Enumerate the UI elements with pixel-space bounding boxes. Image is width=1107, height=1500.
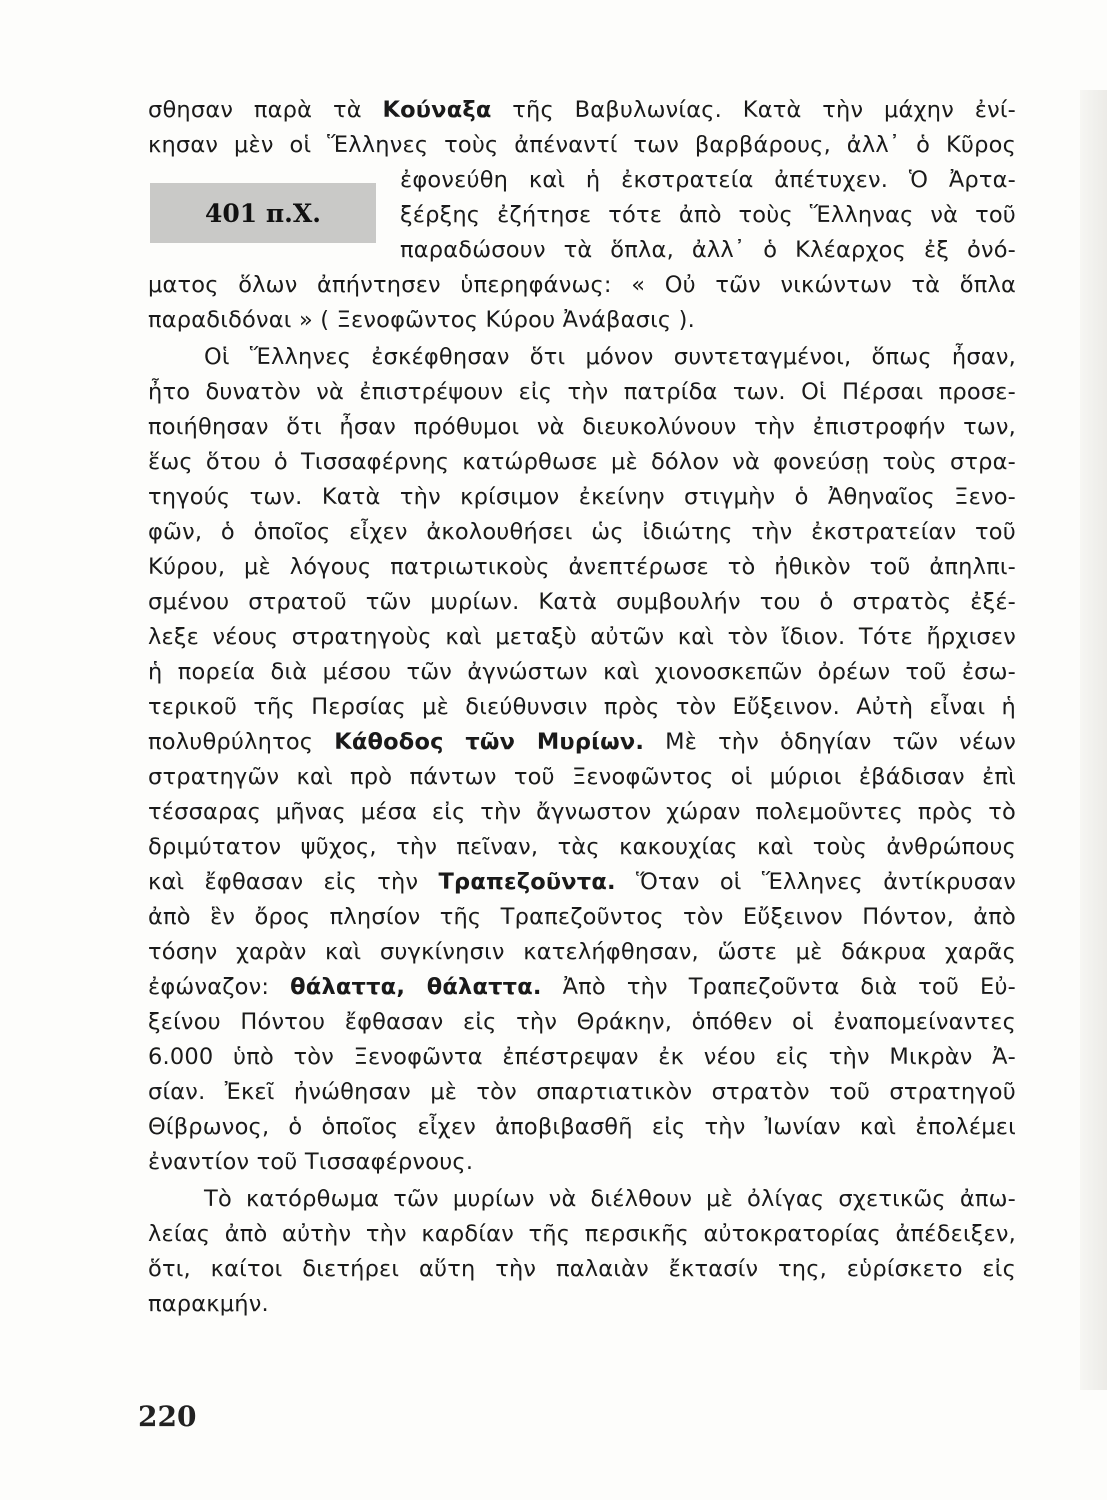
- text-segment: Ἀπὸ τὴν Τραπεζοῦντα διὰ τοῦ Εὐ-: [541, 974, 1016, 1000]
- text-segment: τόσην χαρὰν καὶ συγκίνησιν κατελήφθησαν, ὥστε μὲ δάκρυα χαρᾶς: [148, 939, 1016, 965]
- next-page-bleed: [1080, 90, 1107, 1390]
- text-line: [148, 1182, 1016, 1216]
- text-segment: παραδιδόναι » ( Ξενοφῶντος Κύρου Ἀνάβασις ).: [148, 307, 695, 333]
- text-line: [148, 725, 1016, 759]
- text-line: [148, 585, 1016, 619]
- text-segment: Τὸ κατόρθωμα τῶν μυρίων νὰ διέλθουν μὲ ὀλίγας σχετικῶς ἀπω-: [204, 1186, 1016, 1212]
- text-segment: ἀπὸ ἓν ὄρος πλησίον τῆς Τραπεζοῦντος τὸν Εὔξεινον Πόντον, ἀπὸ: [148, 904, 1016, 930]
- text-segment: τῆς Βαβυλωνίας. Κατὰ τὴν μάχην ἐνί-: [491, 97, 1016, 123]
- text-segment: φῶν, ὁ ὁποῖος εἶχεν ἀκολουθήσει ὡς ἰδιώτης τὴν ἐκστρατείαν τοῦ: [148, 519, 1016, 545]
- text-line: [148, 303, 1016, 337]
- text-line: [148, 93, 1016, 127]
- text-segment: στρατηγῶν καὶ πρὸ πάντων τοῦ Ξενοφῶντος οἱ μύριοι ἐβάδισαν ἐπὶ: [148, 764, 1016, 790]
- text-segment: τερικοῦ τῆς Περσίας μὲ διεύθυνσιν πρὸς τὸν Εὔξεινον. Αὐτὴ εἶναι ἡ: [148, 694, 1016, 720]
- text-line: [148, 1075, 1016, 1109]
- date-label: 401 π.Χ.: [205, 198, 321, 228]
- text-line: [148, 655, 1016, 689]
- text-segment: Θίβρωνος, ὁ ὁποῖος εἶχεν ἀποβιβασθῆ εἰς τὴν Ἰωνίαν καὶ ἐπολέμει: [148, 1114, 1016, 1140]
- text-segment: Μὲ τὴν ὁδηγίαν τῶν νέων: [644, 729, 1017, 755]
- text-line: [148, 690, 1016, 724]
- text-segment: λείας ἀπὸ αὐτὴν τὴν καρδίαν τῆς περσικῆς αὐτοκρατορίας ἀπέδειξεν,: [148, 1221, 1016, 1247]
- bold-term: θάλαττα, θάλαττα.: [290, 974, 542, 1000]
- text-segment: ἦτο δυνατὸν νὰ ἐπιστρέψουν εἰς τὴν πατρίδα των. Οἱ Πέρσαι προσε-: [148, 379, 1016, 405]
- text-line: [148, 1217, 1016, 1251]
- text-segment: παρακμήν.: [148, 1291, 269, 1317]
- text-segment: Ὅταν οἱ Ἕλληνες ἀντίκρυσαν: [615, 869, 1016, 895]
- text-line: [148, 620, 1016, 654]
- text-segment: πολυθρύλητος: [148, 729, 335, 755]
- text-segment: τηγούς των. Κατὰ τὴν κρίσιμον ἐκείνην στιγμὴν ὁ Ἀθηναῖος Ξενο-: [148, 484, 1016, 510]
- text-segment: ἡ πορεία διὰ μέσου τῶν ἀγνώστων καὶ χιονοσκεπῶν ὀρέων τοῦ ἐσω-: [148, 659, 1016, 685]
- text-line: [148, 760, 1016, 794]
- text-line: [148, 515, 1016, 549]
- text-segment: σίαν. Ἐκεῖ ἠνώθησαν μὲ τὸν σπαρτιατικὸν στρατὸν τοῦ στρατηγοῦ: [148, 1079, 1016, 1105]
- text-segment: τέσσαρας μῆνας μέσα εἰς τὴν ἄγνωστον χώραν πολεμοῦντες πρὸς τὸ: [148, 799, 1016, 825]
- text-line: [148, 550, 1016, 584]
- text-line: [148, 865, 1016, 899]
- text-segment: Οἱ Ἕλληνες ἐσκέφθησαν ὅτι μόνον συντεταγμένοι, ὅπως ἦσαν,: [204, 344, 1016, 370]
- text-line: [148, 1145, 1016, 1179]
- text-segment: Κύρου, μὲ λόγους πατριωτικοὺς ἀνεπτέρωσε τὸ ἠθικὸν τοῦ ἀπηλπι-: [148, 554, 1016, 580]
- text-line: [148, 1110, 1016, 1144]
- text-line: [400, 233, 1016, 267]
- text-segment: δριμύτατον ψῦχος, τὴν πεῖναν, τὰς κακουχίας καὶ τοὺς ἀνθρώπους: [148, 834, 1016, 860]
- text-segment: σθησαν παρὰ τὰ: [148, 97, 383, 123]
- text-segment: ἕως ὅτου ὁ Τισσαφέρνης κατώρθωσε μὲ δόλον νὰ φονεύσῃ τοὺς στρα-: [148, 449, 1016, 475]
- text-line: [400, 163, 1016, 197]
- text-segment: παραδώσουν τὰ ὅπλα, ἀλλ᾽ ὁ Κλέαρχος ἐξ ὀνό-: [400, 237, 1016, 263]
- text-segment: ξέρξης ἐζήτησε τότε ἀπὸ τοὺς Ἕλληνας νὰ τοῦ: [400, 202, 1016, 228]
- text-line: [148, 340, 1016, 374]
- text-line: [148, 1040, 1016, 1074]
- text-line: [148, 480, 1016, 514]
- text-segment: 6.000 ὑπὸ τὸν Ξενοφῶντα ἐπέστρεψαν ἐκ νέου εἰς τὴν Μικρὰν Ἀ-: [148, 1044, 1016, 1070]
- text-line: [148, 1287, 1016, 1321]
- text-line: [148, 1252, 1016, 1286]
- text-segment: ματος ὅλων ἀπήντησεν ὑπερηφάνως: « Οὐ τῶν νικώντων τὰ ὅπλα: [148, 272, 1016, 298]
- bold-term: Κάθοδος τῶν Μυρίων.: [334, 729, 645, 755]
- text-segment: ἐφονεύθη καὶ ἡ ἐκστρατεία ἀπέτυχεν. Ὁ Ἀρτα-: [400, 167, 1016, 193]
- text-line: [148, 375, 1016, 409]
- text-line: [148, 445, 1016, 479]
- text-line: [148, 1005, 1016, 1039]
- text-segment: ποιήθησαν ὅτι ἦσαν πρόθυμοι νὰ διευκολύνουν τὴν ἐπιστροφήν των,: [148, 414, 1016, 440]
- text-segment: λεξε νέους στρατηγοὺς καὶ μεταξὺ αὐτῶν καὶ τὸν ἴδιον. Τότε ἤρχισεν: [148, 624, 1016, 650]
- text-segment: ἐναντίον τοῦ Τισσαφέρνους.: [148, 1149, 474, 1175]
- text-line: [148, 900, 1016, 934]
- text-segment: σμένου στρατοῦ τῶν μυρίων. Κατὰ συμβουλήν του ὁ στρατὸς ἐξέ-: [148, 589, 1016, 615]
- text-segment: καὶ ἔφθασαν εἰς τὴν: [148, 869, 439, 895]
- text-segment: ξείνου Πόντου ἔφθασαν εἰς τὴν Θράκην, ὁπόθεν οἱ ἐναπομείναντες: [148, 1009, 1016, 1035]
- page-number: 220: [138, 1400, 197, 1433]
- text-line: [148, 970, 1016, 1004]
- date-label-box: [150, 183, 376, 243]
- text-line: [400, 198, 1016, 232]
- text-line: [148, 268, 1016, 302]
- text-line: [148, 795, 1016, 829]
- text-segment: ὅτι, καίτοι διετήρει αὕτη τὴν παλαιὰν ἔκτασίν της, εὑρίσκετο εἰς: [148, 1256, 1016, 1282]
- text-segment: ἐφώναζον:: [148, 974, 291, 1000]
- text-line: [148, 128, 1016, 162]
- bold-term: Τραπεζοῦντα.: [438, 869, 616, 895]
- bold-term: Κούναξα: [382, 97, 492, 123]
- text-segment: κησαν μὲν οἱ Ἕλληνες τοὺς ἀπέναντί των βαρβάρους, ἀλλ᾽ ὁ Κῦρος: [148, 132, 1016, 158]
- text-line: [148, 935, 1016, 969]
- text-line: [148, 410, 1016, 444]
- text-line: [148, 830, 1016, 864]
